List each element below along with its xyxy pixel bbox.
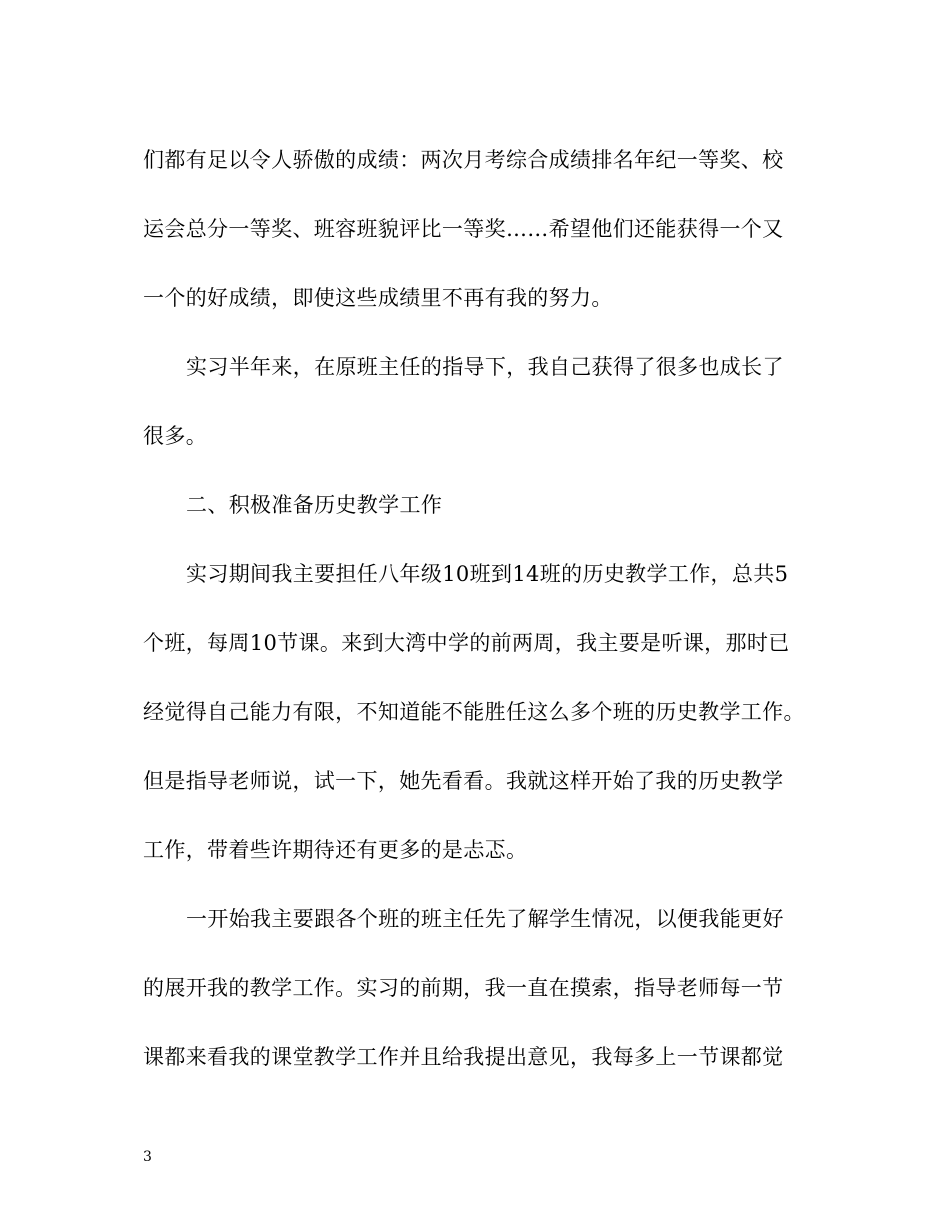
text-line-4: 实习半年来，在原班主任的指导下，我自己获得了很多也成长了 xyxy=(186,355,784,379)
page-number: 3 xyxy=(143,1149,152,1165)
text-line-3: 一个的好成绩，即使这些成绩里不再有我的努力。 xyxy=(143,286,613,310)
text-line-7: 实习期间我主要担任八年级10班到14班的历史教学工作，总共5 xyxy=(186,562,789,586)
text-line-1: 们都有足以令人骄傲的成绩：两次月考综合成绩排名年纪一等奖、校 xyxy=(143,148,784,172)
text-line-8: 个班，每周10节课。来到大湾中学的前两周，我主要是听课，那时已 xyxy=(143,631,790,655)
text-line-14: 课都来看我的课堂教学工作并且给我提出意见，我每多上一节课都觉 xyxy=(143,1045,784,1069)
text-line-11: 工作，带着些许期待还有更多的是忐忑。 xyxy=(143,838,528,862)
text-line-12: 一开始我主要跟各个班的班主任先了解学生情况，以便我能更好 xyxy=(186,907,784,931)
text-line-10: 但是指导老师说，试一下，她先看看。我就这样开始了我的历史教学 xyxy=(143,769,784,793)
text-line-9: 经觉得自己能力有限，不知道能不能胜任这么多个班的历史教学工作。 xyxy=(143,700,805,724)
section-heading: 二、积极准备历史教学工作 xyxy=(186,493,443,517)
text-line-5: 很多。 xyxy=(143,424,208,448)
text-line-2: 运会总分一等奖、班容班貌评比一等奖……希望他们还能获得一个又 xyxy=(143,217,784,241)
text-line-13: 的展开我的教学工作。实习的前期，我一直在摸索，指导老师每一节 xyxy=(143,976,784,1000)
